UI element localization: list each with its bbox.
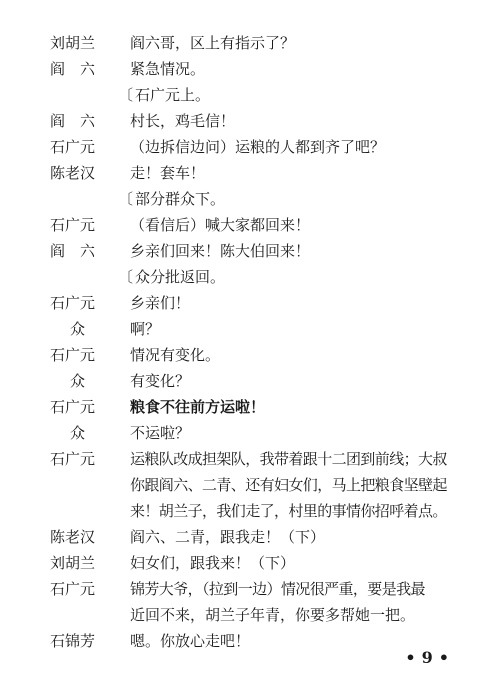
dialogue-text: 不运啦？ bbox=[130, 424, 191, 442]
dialogue-text: （看信后）喊大家都回来！ bbox=[130, 216, 311, 234]
page-number-dot-left: • bbox=[405, 648, 416, 667]
dialogue-text: 妇女们，跟我来！（下） bbox=[130, 554, 296, 572]
speaker-name: 石广元 bbox=[50, 138, 96, 156]
dialogue-line bbox=[0, 238, 501, 264]
dialogue-line bbox=[0, 368, 501, 394]
dialogue-text: （边拆信边问）运粮的人都到齐了吧？ bbox=[130, 138, 386, 156]
dialogue-line bbox=[0, 30, 501, 56]
speaker-name: 石广元 bbox=[50, 450, 96, 468]
stage-text: 部分群众下。 bbox=[135, 190, 226, 208]
stage-bracket: 〔 bbox=[118, 268, 134, 286]
dialogue-text: 嗯。你放心走吧！ bbox=[130, 632, 251, 650]
dialogue-text: 紧急情况。 bbox=[130, 60, 206, 78]
stage-text: 石广元上。 bbox=[135, 86, 211, 104]
dialogue-line bbox=[0, 342, 501, 368]
dialogue-text: 阎六哥，区上有指示了？ bbox=[130, 34, 296, 52]
speaker-name: 石广元 bbox=[50, 294, 96, 312]
stage-text: 众分批返回。 bbox=[135, 268, 226, 286]
dialogue-continuation bbox=[0, 472, 501, 498]
speaker-name: 陈老汉 bbox=[50, 164, 96, 182]
dialogue-text: 你跟阎六、二青、还有妇女们，马上把粮食坚壁起 bbox=[130, 476, 447, 494]
stage-direction bbox=[0, 264, 501, 290]
speaker-name: 众 bbox=[70, 320, 86, 338]
speaker-name: 阎 六 bbox=[50, 112, 96, 130]
speaker-name: 众 bbox=[70, 424, 86, 442]
speaker-name: 石广元 bbox=[50, 346, 96, 364]
dialogue-line bbox=[0, 56, 501, 82]
speaker-name: 阎 六 bbox=[50, 242, 96, 260]
speaker-name: 石广元 bbox=[50, 216, 96, 234]
stage-direction bbox=[0, 82, 501, 108]
page-number-value: 9 bbox=[421, 648, 433, 667]
dialogue-text: 锦芳大爷，（拉到一边）情况很严重，要是我最 bbox=[130, 580, 425, 598]
speaker-name: 石锦芳 bbox=[50, 632, 96, 650]
stage-direction bbox=[0, 186, 501, 212]
dialogue-line bbox=[0, 394, 501, 420]
dialogue-line bbox=[0, 160, 501, 186]
dialogue-text: 啊？ bbox=[130, 320, 161, 338]
dialogue-line bbox=[0, 550, 501, 576]
page-number bbox=[399, 648, 455, 667]
speaker-name: 石广元 bbox=[50, 580, 96, 598]
dialogue-line bbox=[0, 108, 501, 134]
speaker-name: 众 bbox=[70, 372, 86, 390]
dialogue-line bbox=[0, 290, 501, 316]
dialogue-text: 村长，鸡毛信！ bbox=[130, 112, 236, 130]
dialogue-text: 运粮队改成担架队，我带着跟十二团到前线；大叔 bbox=[130, 450, 447, 468]
dialogue-text: 阎六、二青，跟我走！（下） bbox=[130, 528, 326, 546]
dialogue-continuation bbox=[0, 498, 501, 524]
dialogue-text: 粮食不往前方运啦！ bbox=[130, 398, 266, 416]
stage-bracket: 〔 bbox=[118, 190, 134, 208]
speaker-name: 刘胡兰 bbox=[50, 554, 96, 572]
dialogue-line bbox=[0, 420, 501, 446]
page-number-dot-right: • bbox=[438, 648, 449, 667]
speaker-name: 陈老汉 bbox=[50, 528, 96, 546]
dialogue-line bbox=[0, 576, 501, 602]
dialogue-line bbox=[0, 316, 501, 342]
dialogue-text: 有变化？ bbox=[130, 372, 191, 390]
dialogue-text: 走！套车！ bbox=[130, 164, 206, 182]
speaker-name: 阎 六 bbox=[50, 60, 96, 78]
dialogue-continuation bbox=[0, 602, 501, 628]
dialogue-line bbox=[0, 524, 501, 550]
dialogue-text: 情况有变化。 bbox=[130, 346, 221, 364]
speaker-name: 石广元 bbox=[50, 398, 96, 416]
dialogue-line bbox=[0, 212, 501, 238]
stage-bracket: 〔 bbox=[118, 86, 134, 104]
dialogue-text: 乡亲们回来！陈大伯回来！ bbox=[130, 242, 311, 260]
dialogue-line bbox=[0, 134, 501, 160]
dialogue-line bbox=[0, 446, 501, 472]
speaker-name: 刘胡兰 bbox=[50, 34, 96, 52]
dialogue-text: 来！胡兰子，我们走了，村里的事情你招呼着点。 bbox=[130, 502, 447, 520]
dialogue-text: 近回不来，胡兰子年青，你要多帮她一把。 bbox=[130, 606, 416, 624]
dialogue-text: 乡亲们！ bbox=[130, 294, 191, 312]
